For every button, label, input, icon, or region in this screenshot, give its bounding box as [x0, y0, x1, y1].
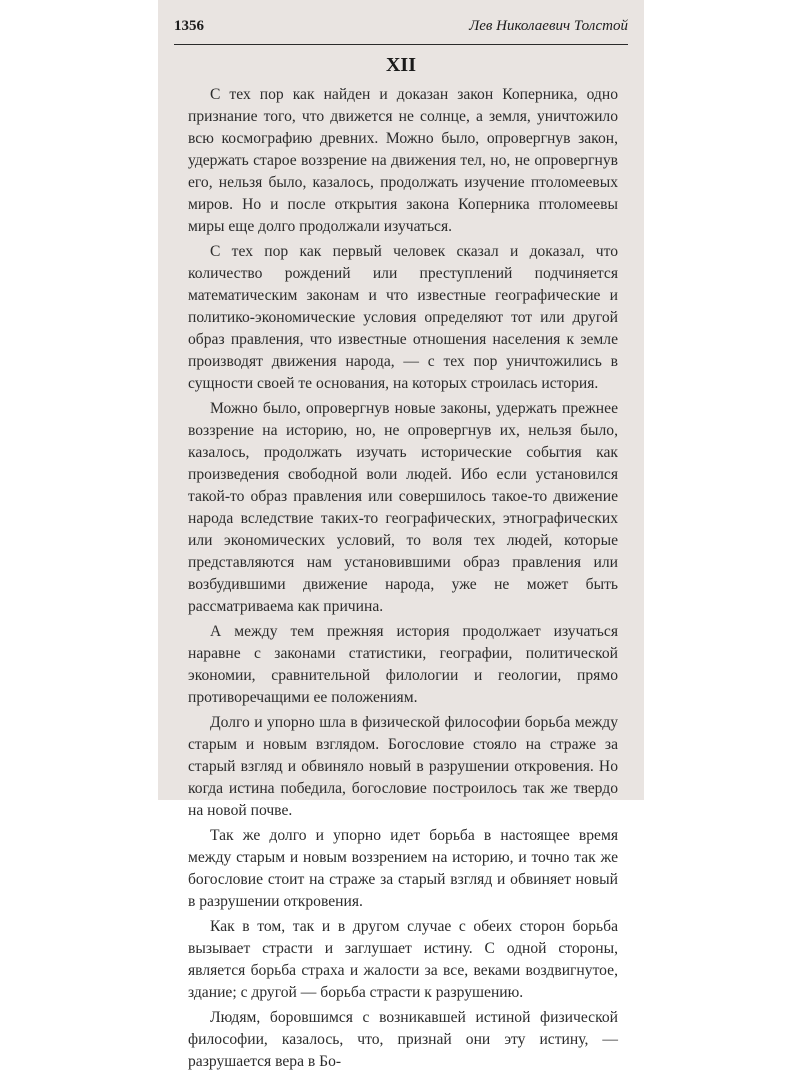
- paragraph: А между тем прежняя история продолжает изучаться наравне с законами статистики, географии, политической экономии, сравнительной филологии и геологии, прямо противоречащими ее положениям.: [188, 623, 618, 706]
- paragraph: Долго и упорно шла в физической философии борьба между старым и новым взглядом. Богословие стояло на страже за старый взгляд и обвиняло новый в разрушении откровения. Но когда истина победила, богословие построилось так же твердо на новой почве.: [188, 714, 618, 819]
- paragraph: С тех пор как первый человек сказал и доказал, что количество рождений или преступлений подчиняется математическим законам и что известные географические и политико-экономические условия определяют тот или другой образ правления, что известные отношения населения к земле производят движения народа, — с тех пор уничтожились в сущности своей те основания, на которых строилась история.: [188, 243, 618, 392]
- paragraph: Людям, боровшимся с возникавшей истиной физической философии, казалось, что, признай они эту истину, — разрушается вера в Бо-: [188, 1009, 618, 1070]
- body-text: [188, 84, 618, 1076]
- book-page: [158, 0, 644, 1070]
- paragraph: Как в том, так и в другом случае с обеих сторон борьба вызывает страсти и заглушает истину. С одной стороны, является борьба страха и жалости за все, веками воздвигнутое, здание; с другой — борьба страсти к разрушению.: [188, 918, 618, 1001]
- paragraph: Так же долго и упорно идет борьба в настоящее время между старым и новым воззрением на историю, и точно так же богословие стоит на страже за старый взгляд и обвиняет новый в разрушении откровения.: [188, 827, 618, 910]
- author-name: Лев Николаевич Толстой: [469, 18, 628, 34]
- paragraph: С тех пор как найден и доказан закон Коперника, одно признание того, что движется не солнце, а земля, уничтожило всю космографию древних. Можно было, опровергнув закон, удержать старое воззрение на движения тел, но, не опровергнув его, нельзя было, казалось, продолжать изучение птоломеевых миров. Но и после открытия закона Коперника птоломеевы миры еще долго продолжали изучаться.: [188, 86, 618, 235]
- running-head: [174, 18, 628, 45]
- page-number: 1356: [174, 18, 204, 34]
- chapter-title: XII: [385, 54, 416, 76]
- paragraph: Можно было, опровергнув новые законы, удержать прежнее воззрение на историю, но, не опровергнув их, нельзя было, казалось, продолжать изучать исторические события как произведения свободной воли людей. Ибо если установился такой-то образ правления или совершилось такое-то движение народа вследствие таких-то географических, этнографических или экономических условий, то воля тех людей, которые представляются нам установившими образ правления или возбудившими движение народа, уже не может быть рассматриваема как причина.: [188, 400, 618, 615]
